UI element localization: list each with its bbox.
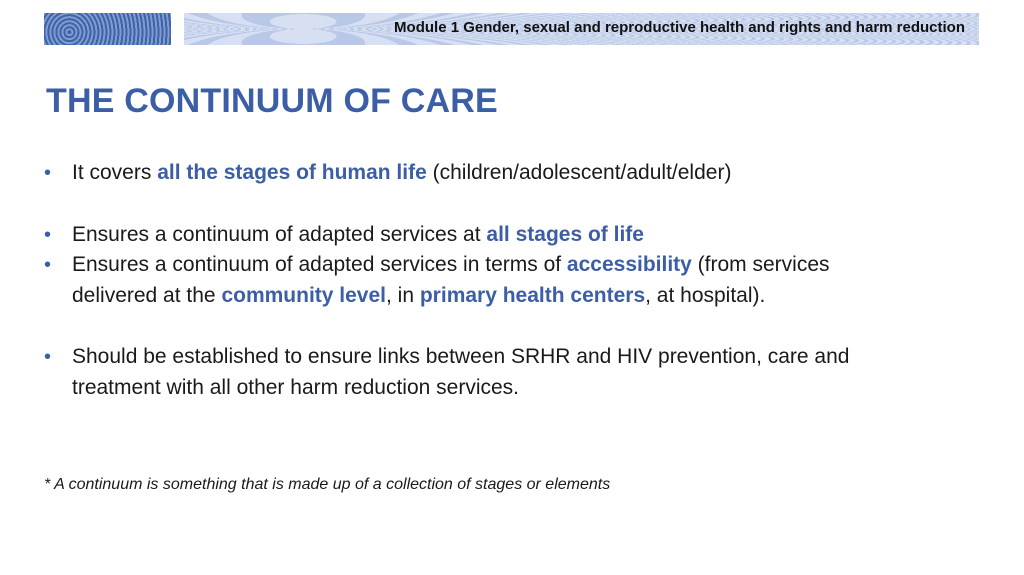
bullet-item-4 [44,342,914,403]
bullet-spacer [44,311,914,342]
header-logo-pattern [44,13,171,45]
bullet-item-3 [44,250,914,311]
bullet-text: Ensures a continuum of adapted services at [72,222,487,246]
highlight-text: accessibility [566,253,692,276]
bullet-text: (from services delivered at the [72,253,830,307]
bullet-item-2 [44,220,914,251]
bullet-text: , in [386,283,420,307]
bullet-text: Should be established to ensure links between SRHR and HIV prevention, care and treatment with all other harm reduction services. [72,345,850,399]
module-title: Module 1 Gender, sexual and reproductive health and rights and harm reduction [394,19,965,36]
bullet-text: Ensures a continuum of adapted services in terms of [72,253,567,276]
bullet-dot: • [44,162,52,184]
bullet-spacer [44,189,914,220]
slide-title: THE CONTINUUM OF CARE [46,82,498,120]
bullet-text: It covers [72,161,158,184]
highlight-text: all the stages of human life [157,161,427,184]
bullet-item-1 [44,158,914,189]
highlight-text: all stages of life [486,222,644,246]
bullet-dot: • [44,223,52,246]
footnote: * A continuum is something that is made up of a collection of stages or elements [44,476,611,493]
highlight-text: community level [221,283,386,307]
bullet-dot: • [44,254,52,276]
bullet-text: , at hospital). [645,283,766,307]
bullet-text: (children/adolescent/adult/elder) [426,161,732,184]
bullet-dot: • [44,346,52,368]
highlight-text: primary health centers [419,283,646,307]
bullet-list [44,158,914,403]
header-banner [184,13,979,45]
